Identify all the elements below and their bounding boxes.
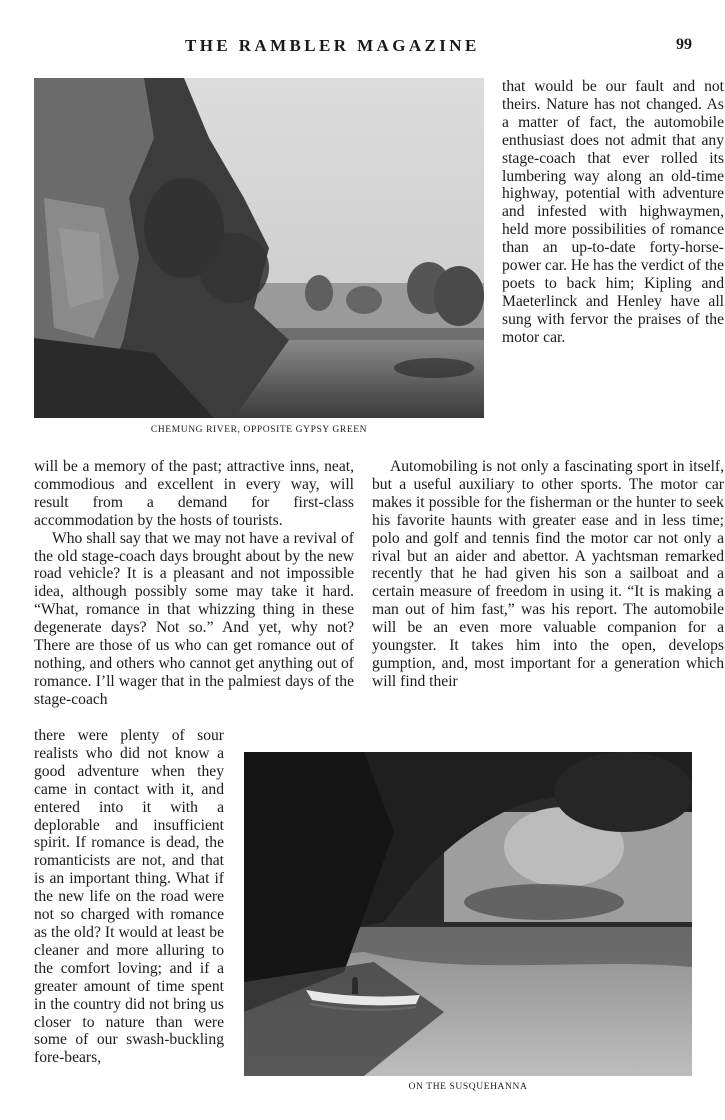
- right-column-text: [372, 458, 724, 691]
- left-narrow-column-text: [34, 727, 224, 1067]
- river-canoe-photo-image: [244, 752, 692, 1076]
- paragraph: there were plenty of sour realists who did not know a good adventure when they came in contact with it, and entered into it with a deplorable and insufficient spirit. If romance is dead, the romanticists are not, and that is an important thing. What if the new life on the road were not so charged with romance as the old? It would at least be cleaner and more alluring to the comfort loving; and if a greater amount of time spent in the country did not bring us closer to nature than were some of our swash-buckling fore-bears,: [34, 727, 224, 1067]
- left-column-text: [34, 458, 354, 709]
- page-header: [0, 30, 725, 60]
- paragraph: will be a memory of the past; attractive inns, neat, commodious and excellent in every way, will result from a demand for first-class accommodation by the hosts of tourists.: [34, 458, 354, 529]
- chemung-river-photo: [34, 78, 484, 418]
- landscape-photo-image: [34, 78, 484, 418]
- magazine-title: THE RAMBLER MAGAZINE: [185, 36, 480, 55]
- figure-caption: CHEMUNG RIVER, OPPOSITE GYPSY GREEN: [150, 425, 368, 435]
- page-number: 99: [676, 36, 692, 53]
- right-column-top-text: [502, 78, 724, 347]
- susquehanna-photo: [244, 752, 692, 1076]
- figure-caption: ON THE SUSQUEHANNA: [408, 1082, 528, 1092]
- paragraph: that would be our fault and not theirs. Nature has not changed. As a matter of fact, the automobile enthusiast does not admit that any stage-coach that ever rolled its lumbering way along an old-time highway, potential with adventure and infested with highwaymen, held more possibilities of romance than an up-to-date forty-horse-power car. He has the verdict of the poets to back him; Kipling and Maeterlinck and Henley have all sung with fervor the praises of the motor car.: [502, 78, 724, 346]
- paragraph: Who shall say that we may not have a revival of the old stage-coach days brought about by the new road vehicle? It is a pleasant and not impossible idea, although possibly some may take it hard. “What, romance in that whizzing thing in these degenerate days? Not so.” And yet, why not? There are those of us who can get romance out of nothing, and others who cannot get anything out of romance. I’ll wager that in the palmiest days of the stage-coach: [34, 529, 354, 708]
- paragraph: Automobiling is not only a fascinating sport in itself, but a useful auxiliary to other sports. The motor car makes it possible for the fisherman or the hunter to seek his favorite haunts with greater ease and in less time; polo and golf and tennis find the motor car not only a rival but an aider and abettor. A yachtsman remarked recently that he had given his son a sailboat and a certain measure of freedom in using it. “It is making a man out of him fast,” was his report. The automobile will be an even more valuable companion for a youngster. It takes him into the open, develops gumption, and, most important for a generation which will find their: [372, 458, 724, 690]
